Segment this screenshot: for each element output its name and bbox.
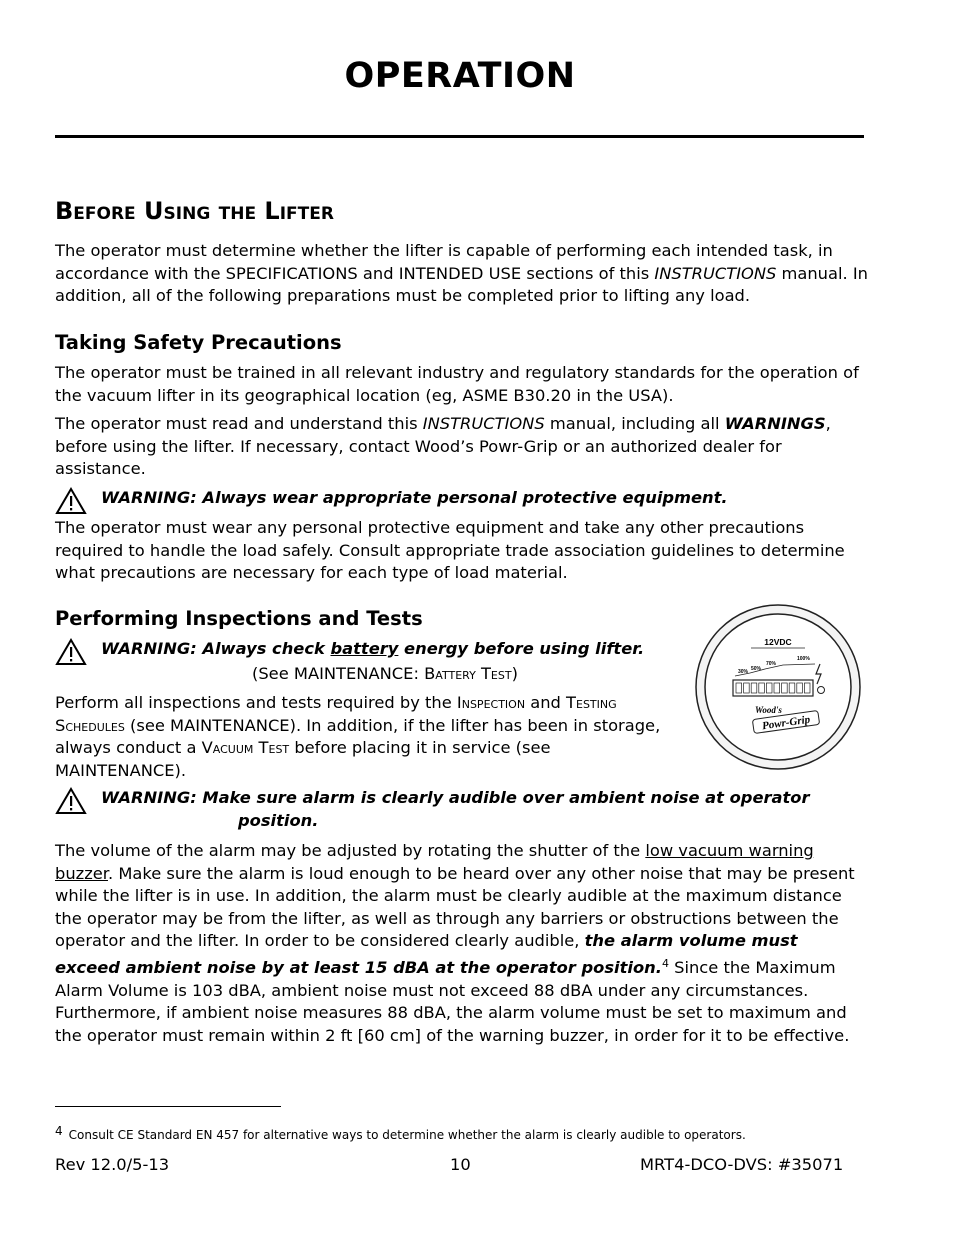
indicator-light-icon <box>818 687 825 694</box>
footer-document-id: MRT4-DCO-DVS: #35071 <box>640 1155 844 1174</box>
battery-link[interactable]: battery <box>330 639 399 658</box>
safety-paragraph-2: The operator must read and understand this INSTRUCTIONS manual, including all WARNINGS, before using the lifter. If necessary, contact Wood’s Powr-Grip or an authorized dealer for assistance. <box>55 414 831 479</box>
safety-heading: Taking Safety Precautions <box>55 331 342 354</box>
warning-alarm <box>55 787 855 839</box>
gauge-70-label: 70% <box>766 661 777 667</box>
footnote <box>55 1124 746 1142</box>
buzzer-link[interactable]: low vacuum warning buzzer <box>55 841 814 883</box>
battery-segment <box>744 683 750 693</box>
gauge-brand-bottom: Powr-Grip <box>761 713 811 733</box>
see-maintenance-note: (See MAINTENANCE: Battery Test) <box>252 664 518 683</box>
battery-segment <box>797 683 803 693</box>
footnote-reference[interactable]: 4 <box>661 956 669 970</box>
warning-alarm-line-2: position. <box>238 811 319 830</box>
battery-segment <box>759 683 765 693</box>
warning-battery: WARNING: Always check battery energy before using lifter. <box>55 638 685 668</box>
battery-segment <box>736 683 742 693</box>
safety-paragraph-1: The operator must be trained in all relevant industry and regulatory standards for the operation of the vacuum lifter in its geographical location (eg, ASME B30.20 in the USA). <box>55 363 859 405</box>
footer-revision: Rev 12.0/5-13 <box>55 1155 170 1174</box>
warning-alarm-line-1: WARNING: Make sure alarm is clearly audible over ambient noise at operator <box>101 788 810 807</box>
section-heading: Before Using the Lifter <box>55 197 334 225</box>
inspections-paragraph-2: The volume of the alarm may be adjusted by rotating the shutter of the low vacuum warning buzzer. Make sure the alarm is loud enough to be heard over any other noise that may be present while the lifter is in use. In addition, the alarm must be clearly audible at the maximum distance the operator may be from the lifter, as well as through any barriers or obstructions between the operator and the lifter. In order to be considered clearly audible, the alarm volume must exceed ambient noise by at least 15 dBA at the operator position.$^4$ Since the Maximum Alarm Volume is 103 dBA, ambient noise must not exceed 88 dBA under any circumstances. Furthermore, if ambient noise measures 88 dBA, the alarm volume must be set to maximum and the operator must remain within 2 ft [60 cm] of the warning buzzer, in order for it to be effective. <box>55 841 855 1045</box>
inspections-heading: Performing Inspections and Tests <box>55 607 423 630</box>
intro-paragraph: The operator must determine whether the lifter is capable of performing each intended task, in accordance with the SPECIFICATIONS and INTENDED USE sections of this INSTRUCTIONS manual. In addition, all of the following preparations must be completed prior to lifting any load. <box>55 241 868 306</box>
battery-segment <box>804 683 810 693</box>
footnote-rule <box>55 1106 281 1107</box>
battery-segment <box>782 683 788 693</box>
footnote-text: Consult CE Standard EN 457 for alternative ways to determine whether the alarm is clearly audible to operators. <box>68 1128 746 1142</box>
gauge-100-label: 100% <box>797 656 810 662</box>
warning-triangle-icon <box>55 487 87 515</box>
battery-segment <box>751 683 757 693</box>
footnote-number: 4 <box>55 1124 63 1138</box>
warning-ppe <box>55 487 855 517</box>
battery-segment <box>789 683 795 693</box>
safety-paragraph-3: The operator must wear any personal protective equipment and take any other precautions required to handle the load safely. Consult appropriate trade association guidelines to determine what precautions are necessary for each type of load material. <box>55 518 845 583</box>
warning-triangle-icon <box>55 787 87 815</box>
inspections-paragraph-1: Perform all inspections and tests required by the Inspection and Testing Schedules (see MAINTENANCE). In addition, if the lifter has been in storage, always conduct a Vacuum Test before placing it in service (see MAINTENANCE). <box>55 693 661 780</box>
gauge-30-label: 30% <box>738 669 749 675</box>
page-title: OPERATION <box>344 56 576 96</box>
gauge-50-label: 50% <box>751 666 762 672</box>
battery-segment <box>766 683 772 693</box>
gauge-voltage-label: 12VDC <box>764 637 792 647</box>
battery-gauge-illustration <box>693 602 863 772</box>
warning-triangle-icon <box>55 638 87 666</box>
gauge-brand-top: Wood's <box>755 705 782 715</box>
battery-segment <box>774 683 780 693</box>
title-rule <box>55 135 864 138</box>
warning-ppe-text: WARNING: Always wear appropriate personal protective equipment. <box>101 488 728 507</box>
footer-page-number: 10 <box>450 1155 471 1174</box>
